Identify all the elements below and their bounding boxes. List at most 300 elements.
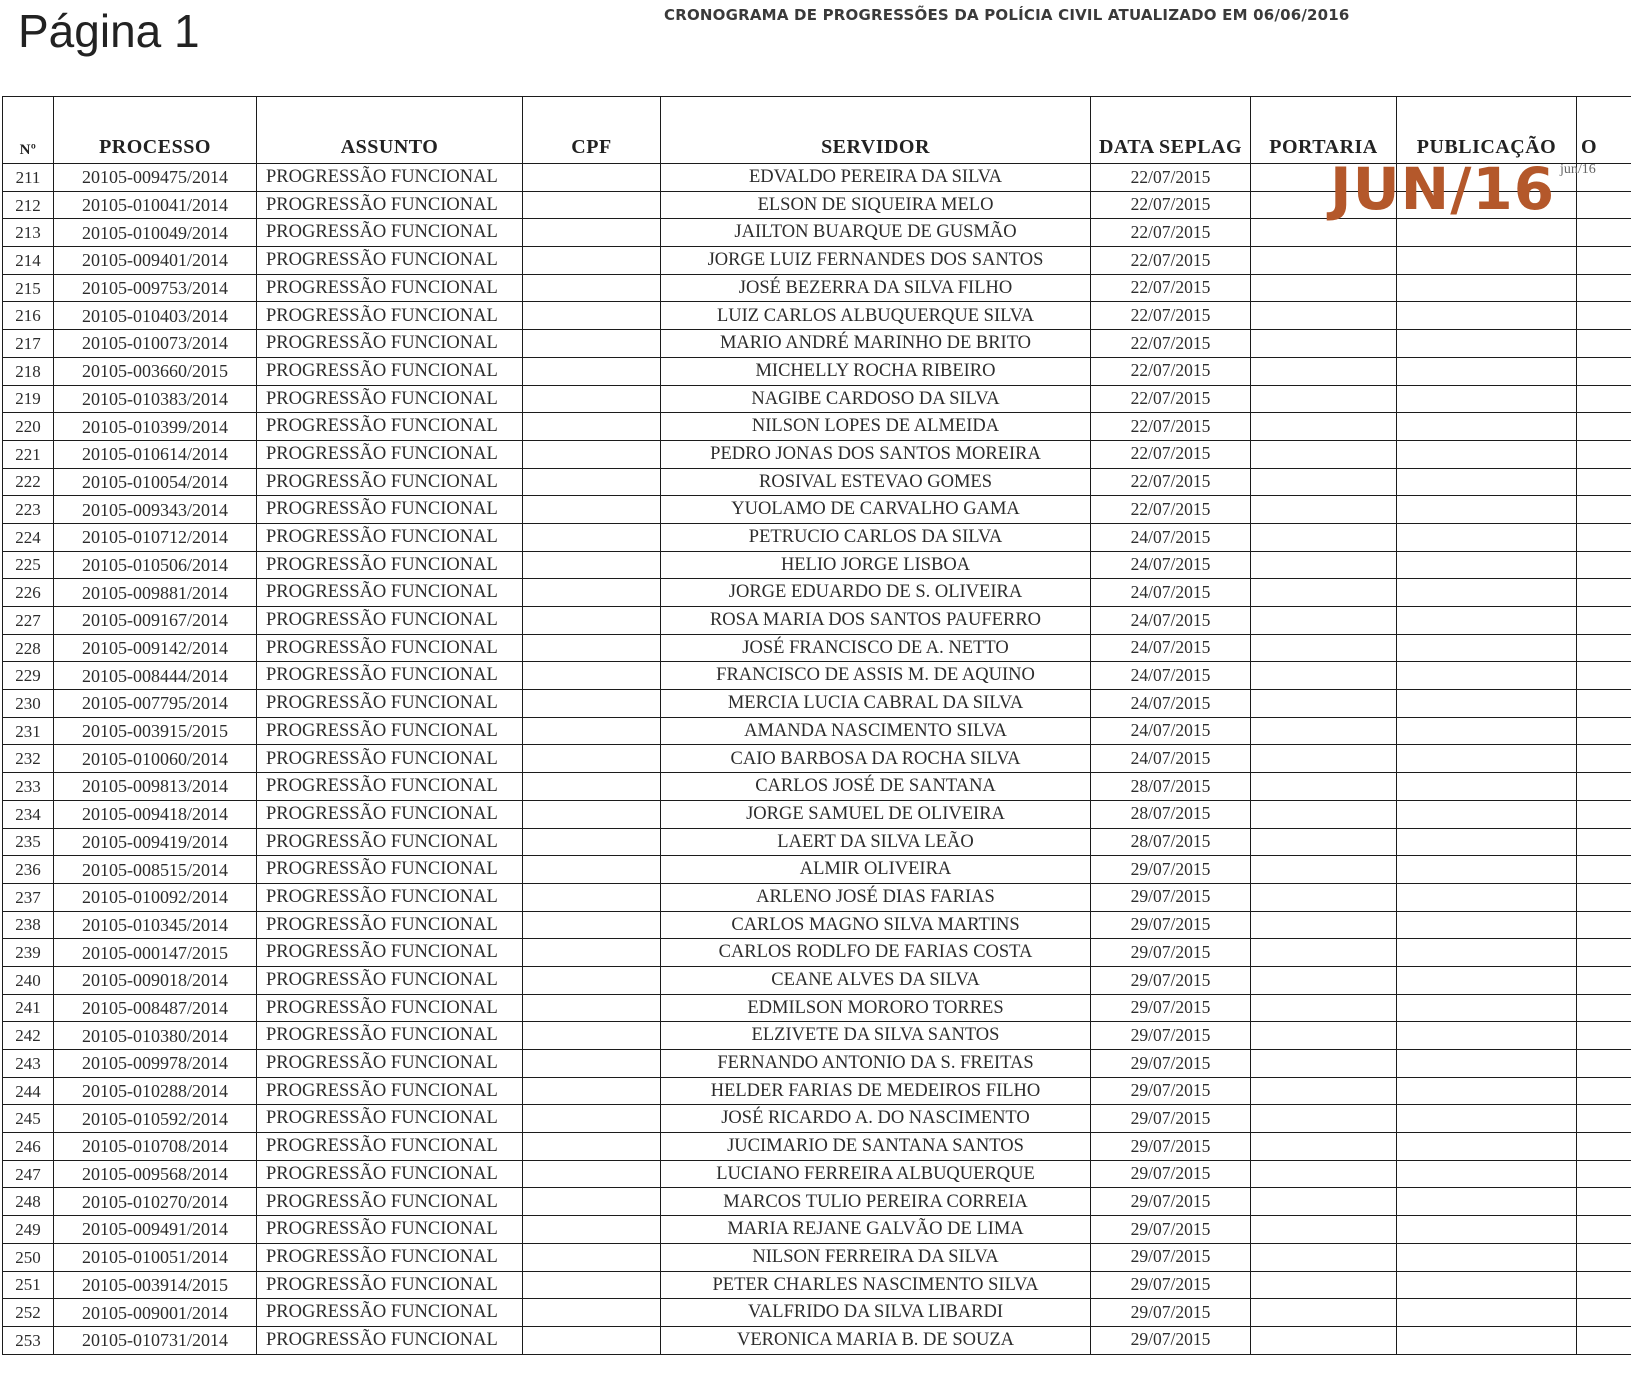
cell-cpf <box>523 1271 661 1299</box>
cell-portaria <box>1251 717 1397 745</box>
cell-portaria <box>1251 330 1397 358</box>
cell-extra <box>1577 579 1631 607</box>
cell-servidor: CARLOS JOSÉ DE SANTANA <box>661 773 1091 801</box>
cell-assunto: PROGRESSÃO FUNCIONAL <box>257 1050 523 1078</box>
cell-publicacao <box>1397 413 1577 441</box>
cell-assunto: PROGRESSÃO FUNCIONAL <box>257 1299 523 1327</box>
cell-publicacao <box>1397 717 1577 745</box>
cell-publicacao <box>1397 1022 1577 1050</box>
cell-publicacao <box>1397 1077 1577 1105</box>
cell-extra <box>1577 468 1631 496</box>
cell-extra <box>1577 1216 1631 1244</box>
cell-number: 245 <box>3 1105 54 1133</box>
table-row <box>3 1077 1631 1105</box>
table-row <box>3 551 1631 579</box>
cell-assunto: PROGRESSÃO FUNCIONAL <box>257 1022 523 1050</box>
cell-cpf <box>523 1133 661 1161</box>
cell-processo: 20105-010506/2014 <box>54 551 257 579</box>
cell-servidor: HELIO JORGE LISBOA <box>661 551 1091 579</box>
cell-cpf <box>523 856 661 884</box>
cell-servidor: MARIO ANDRÉ MARINHO DE BRITO <box>661 330 1091 358</box>
cell-extra <box>1577 1243 1631 1271</box>
cell-processo: 20105-009018/2014 <box>54 966 257 994</box>
cell-extra <box>1577 966 1631 994</box>
cell-data-seplag: 22/07/2015 <box>1091 385 1251 413</box>
cell-number: 250 <box>3 1243 54 1271</box>
cell-portaria <box>1251 828 1397 856</box>
cell-cpf <box>523 1077 661 1105</box>
cell-assunto: PROGRESSÃO FUNCIONAL <box>257 191 523 219</box>
cell-extra <box>1577 828 1631 856</box>
table-row <box>3 1326 1631 1354</box>
cell-assunto: PROGRESSÃO FUNCIONAL <box>257 1160 523 1188</box>
document-title: CRONOGRAMA DE PROGRESSÕES DA POLÍCIA CIVIL ATUALIZADO EM 06/06/2016 <box>664 6 1350 24</box>
cell-portaria <box>1251 634 1397 662</box>
cell-extra <box>1577 1160 1631 1188</box>
cell-servidor: JORGE LUIZ FERNANDES DOS SANTOS <box>661 247 1091 275</box>
table-row <box>3 1133 1631 1161</box>
cell-extra <box>1577 247 1631 275</box>
cell-cpf <box>523 191 661 219</box>
cell-extra <box>1577 1326 1631 1354</box>
table-row <box>3 413 1631 441</box>
cell-portaria <box>1251 274 1397 302</box>
cell-extra <box>1577 717 1631 745</box>
cell-cpf <box>523 607 661 635</box>
cell-extra <box>1577 496 1631 524</box>
cell-number: 253 <box>3 1326 54 1354</box>
cell-data-seplag: 29/07/2015 <box>1091 1216 1251 1244</box>
cell-extra <box>1577 413 1631 441</box>
cell-portaria <box>1251 800 1397 828</box>
cell-portaria <box>1251 357 1397 385</box>
cell-extra <box>1577 690 1631 718</box>
cell-cpf <box>523 440 661 468</box>
cell-cpf <box>523 911 661 939</box>
cell-cpf <box>523 662 661 690</box>
cell-assunto: PROGRESSÃO FUNCIONAL <box>257 607 523 635</box>
cell-data-seplag: 22/07/2015 <box>1091 330 1251 358</box>
cell-data-seplag: 24/07/2015 <box>1091 745 1251 773</box>
cell-number: 234 <box>3 800 54 828</box>
cell-number: 229 <box>3 662 54 690</box>
cell-assunto: PROGRESSÃO FUNCIONAL <box>257 219 523 247</box>
cell-processo: 20105-010041/2014 <box>54 191 257 219</box>
cell-cpf <box>523 634 661 662</box>
cell-servidor: ARLENO JOSÉ DIAS FARIAS <box>661 883 1091 911</box>
table-row <box>3 496 1631 524</box>
cell-publicacao <box>1397 745 1577 773</box>
cell-servidor: PEDRO JONAS DOS SANTOS MOREIRA <box>661 440 1091 468</box>
table-row <box>3 662 1631 690</box>
cell-processo: 20105-010073/2014 <box>54 330 257 358</box>
cell-processo: 20105-009978/2014 <box>54 1050 257 1078</box>
cell-extra <box>1577 634 1631 662</box>
cell-assunto: PROGRESSÃO FUNCIONAL <box>257 357 523 385</box>
cell-extra <box>1577 357 1631 385</box>
cell-publicacao <box>1397 302 1577 330</box>
cell-servidor: CARLOS RODLFO DE FARIAS COSTA <box>661 939 1091 967</box>
cell-extra <box>1577 385 1631 413</box>
cell-processo: 20105-009475/2014 <box>54 164 257 192</box>
table-row <box>3 634 1631 662</box>
cell-extra <box>1577 1105 1631 1133</box>
cell-extra <box>1577 911 1631 939</box>
cell-processo: 20105-009881/2014 <box>54 579 257 607</box>
table-row <box>3 357 1631 385</box>
cell-assunto: PROGRESSÃO FUNCIONAL <box>257 773 523 801</box>
cell-number: 242 <box>3 1022 54 1050</box>
cell-portaria <box>1251 551 1397 579</box>
cell-processo: 20105-009568/2014 <box>54 1160 257 1188</box>
cell-processo: 20105-010345/2014 <box>54 911 257 939</box>
cell-servidor: VALFRIDO DA SILVA LIBARDI <box>661 1299 1091 1327</box>
cell-publicacao <box>1397 1160 1577 1188</box>
cell-servidor: NILSON LOPES DE ALMEIDA <box>661 413 1091 441</box>
cell-servidor: JAILTON BUARQUE DE GUSMÃO <box>661 219 1091 247</box>
cell-number: 218 <box>3 357 54 385</box>
cell-assunto: PROGRESSÃO FUNCIONAL <box>257 468 523 496</box>
cell-assunto: PROGRESSÃO FUNCIONAL <box>257 164 523 192</box>
cell-publicacao <box>1397 523 1577 551</box>
cell-data-seplag: 24/07/2015 <box>1091 579 1251 607</box>
cell-portaria <box>1251 1022 1397 1050</box>
cell-cpf <box>523 385 661 413</box>
cell-portaria <box>1251 385 1397 413</box>
cell-extra <box>1577 1077 1631 1105</box>
cell-data-seplag: 22/07/2015 <box>1091 357 1251 385</box>
cell-publicacao <box>1397 274 1577 302</box>
cell-assunto: PROGRESSÃO FUNCIONAL <box>257 1216 523 1244</box>
cell-assunto: PROGRESSÃO FUNCIONAL <box>257 634 523 662</box>
cell-data-seplag: 22/07/2015 <box>1091 440 1251 468</box>
cell-processo: 20105-003915/2015 <box>54 717 257 745</box>
cell-cpf <box>523 413 661 441</box>
cell-cpf <box>523 690 661 718</box>
cell-number: 213 <box>3 219 54 247</box>
cell-data-seplag: 29/07/2015 <box>1091 1188 1251 1216</box>
cell-publicacao <box>1397 551 1577 579</box>
cell-publicacao <box>1397 1243 1577 1271</box>
cell-publicacao <box>1397 357 1577 385</box>
cell-portaria <box>1251 1299 1397 1327</box>
cell-assunto: PROGRESSÃO FUNCIONAL <box>257 440 523 468</box>
cell-processo: 20105-010060/2014 <box>54 745 257 773</box>
cell-publicacao <box>1397 1050 1577 1078</box>
table-row <box>3 717 1631 745</box>
table-row <box>3 219 1631 247</box>
cell-publicacao <box>1397 911 1577 939</box>
cell-number: 240 <box>3 966 54 994</box>
cell-number: 211 <box>3 164 54 192</box>
cell-number: 241 <box>3 994 54 1022</box>
cell-cpf <box>523 496 661 524</box>
cell-processo: 20105-010731/2014 <box>54 1326 257 1354</box>
cell-assunto: PROGRESSÃO FUNCIONAL <box>257 883 523 911</box>
cell-processo: 20105-009813/2014 <box>54 773 257 801</box>
cell-extra <box>1577 219 1631 247</box>
cell-extra <box>1577 330 1631 358</box>
table-row <box>3 1216 1631 1244</box>
cell-data-seplag: 29/07/2015 <box>1091 966 1251 994</box>
cell-data-seplag: 29/07/2015 <box>1091 883 1251 911</box>
cell-publicacao <box>1397 828 1577 856</box>
cell-publicacao <box>1397 330 1577 358</box>
cell-cpf <box>523 828 661 856</box>
cell-assunto: PROGRESSÃO FUNCIONAL <box>257 551 523 579</box>
cell-processo: 20105-009418/2014 <box>54 800 257 828</box>
cell-publicacao <box>1397 247 1577 275</box>
cell-publicacao <box>1397 607 1577 635</box>
cell-number: 228 <box>3 634 54 662</box>
cell-cpf <box>523 1050 661 1078</box>
table-row <box>3 330 1631 358</box>
cell-publicacao <box>1397 800 1577 828</box>
cell-servidor: JUCIMARIO DE SANTANA SANTOS <box>661 1133 1091 1161</box>
cell-data-seplag: 29/07/2015 <box>1091 939 1251 967</box>
cell-servidor: PETRUCIO CARLOS DA SILVA <box>661 523 1091 551</box>
cell-assunto: PROGRESSÃO FUNCIONAL <box>257 330 523 358</box>
cell-data-seplag: 28/07/2015 <box>1091 773 1251 801</box>
cell-number: 252 <box>3 1299 54 1327</box>
column-header-data-seplag: DATA SEPLAG <box>1091 97 1251 164</box>
cell-cpf <box>523 1299 661 1327</box>
cell-publicacao <box>1397 773 1577 801</box>
table-body <box>3 164 1631 1355</box>
cell-number: 246 <box>3 1133 54 1161</box>
cell-portaria <box>1251 662 1397 690</box>
cell-extra <box>1577 1188 1631 1216</box>
cell-processo: 20105-008515/2014 <box>54 856 257 884</box>
cell-data-seplag: 29/07/2015 <box>1091 856 1251 884</box>
cell-number: 221 <box>3 440 54 468</box>
cell-processo: 20105-009001/2014 <box>54 1299 257 1327</box>
cell-extra <box>1577 1299 1631 1327</box>
cell-cpf <box>523 219 661 247</box>
cell-cpf <box>523 330 661 358</box>
table-row <box>3 468 1631 496</box>
cell-number: 238 <box>3 911 54 939</box>
cell-servidor: ROSA MARIA DOS SANTOS PAUFERRO <box>661 607 1091 635</box>
cell-portaria <box>1251 496 1397 524</box>
cell-assunto: PROGRESSÃO FUNCIONAL <box>257 828 523 856</box>
cell-publicacao <box>1397 966 1577 994</box>
cell-extra <box>1577 800 1631 828</box>
cell-servidor: MICHELLY ROCHA RIBEIRO <box>661 357 1091 385</box>
cell-extra <box>1577 1133 1631 1161</box>
cell-number: 231 <box>3 717 54 745</box>
column-header-number: Nº <box>3 97 54 164</box>
cell-processo: 20105-007795/2014 <box>54 690 257 718</box>
cell-extra <box>1577 994 1631 1022</box>
table-row <box>3 856 1631 884</box>
cell-portaria <box>1251 773 1397 801</box>
cell-number: 220 <box>3 413 54 441</box>
table-row <box>3 274 1631 302</box>
cell-data-seplag: 22/07/2015 <box>1091 468 1251 496</box>
cell-servidor: LUIZ CARLOS ALBUQUERQUE SILVA <box>661 302 1091 330</box>
cell-cpf <box>523 939 661 967</box>
cell-cpf <box>523 800 661 828</box>
cell-cpf <box>523 773 661 801</box>
column-header-portaria: PORTARIA <box>1251 97 1397 164</box>
cell-portaria <box>1251 523 1397 551</box>
cell-servidor: CEANE ALVES DA SILVA <box>661 966 1091 994</box>
cell-assunto: PROGRESSÃO FUNCIONAL <box>257 579 523 607</box>
cell-data-seplag: 22/07/2015 <box>1091 219 1251 247</box>
cell-portaria <box>1251 1326 1397 1354</box>
cell-assunto: PROGRESSÃO FUNCIONAL <box>257 1271 523 1299</box>
cell-publicacao <box>1397 440 1577 468</box>
cell-servidor: NILSON FERREIRA DA SILVA <box>661 1243 1091 1271</box>
cell-processo: 20105-009401/2014 <box>54 247 257 275</box>
cell-cpf <box>523 302 661 330</box>
cell-servidor: YUOLAMO DE CARVALHO GAMA <box>661 496 1091 524</box>
cell-servidor: LAERT DA SILVA LEÃO <box>661 828 1091 856</box>
cell-publicacao <box>1397 939 1577 967</box>
cell-cpf <box>523 966 661 994</box>
cell-portaria <box>1251 1216 1397 1244</box>
cell-number: 217 <box>3 330 54 358</box>
cell-processo: 20105-010403/2014 <box>54 302 257 330</box>
cell-extra <box>1577 662 1631 690</box>
cell-portaria <box>1251 1160 1397 1188</box>
cell-cpf <box>523 523 661 551</box>
cell-processo: 20105-010054/2014 <box>54 468 257 496</box>
cell-assunto: PROGRESSÃO FUNCIONAL <box>257 413 523 441</box>
cell-number: 244 <box>3 1077 54 1105</box>
cell-portaria <box>1251 607 1397 635</box>
cell-portaria <box>1251 1271 1397 1299</box>
cell-portaria <box>1251 302 1397 330</box>
cell-assunto: PROGRESSÃO FUNCIONAL <box>257 1188 523 1216</box>
page-label: Página 1 <box>18 5 200 57</box>
progressions-table-container <box>2 96 1631 1361</box>
table-row <box>3 690 1631 718</box>
cell-publicacao <box>1397 1188 1577 1216</box>
cell-data-seplag: 29/07/2015 <box>1091 1105 1251 1133</box>
cell-processo: 20105-010708/2014 <box>54 1133 257 1161</box>
cell-number: 219 <box>3 385 54 413</box>
table-row <box>3 523 1631 551</box>
cell-portaria <box>1251 856 1397 884</box>
cell-processo: 20105-010270/2014 <box>54 1188 257 1216</box>
cell-assunto: PROGRESSÃO FUNCIONAL <box>257 1077 523 1105</box>
cell-servidor: ELSON DE SIQUEIRA MELO <box>661 191 1091 219</box>
cell-processo: 20105-010049/2014 <box>54 219 257 247</box>
cell-assunto: PROGRESSÃO FUNCIONAL <box>257 911 523 939</box>
table-row <box>3 1188 1631 1216</box>
column-header-servidor: SERVIDOR <box>661 97 1091 164</box>
cell-servidor: ROSIVAL ESTEVAO GOMES <box>661 468 1091 496</box>
cell-portaria <box>1251 579 1397 607</box>
cell-cpf <box>523 1243 661 1271</box>
cell-number: 214 <box>3 247 54 275</box>
cell-extra <box>1577 939 1631 967</box>
cell-cpf <box>523 994 661 1022</box>
cell-publicacao <box>1397 994 1577 1022</box>
cell-assunto: PROGRESSÃO FUNCIONAL <box>257 745 523 773</box>
cell-portaria <box>1251 1188 1397 1216</box>
table-row <box>3 1160 1631 1188</box>
table-row <box>3 247 1631 275</box>
cell-servidor: EDMILSON MORORO TORRES <box>661 994 1091 1022</box>
cell-servidor: CARLOS MAGNO SILVA MARTINS <box>661 911 1091 939</box>
cell-data-seplag: 28/07/2015 <box>1091 828 1251 856</box>
table-row <box>3 1271 1631 1299</box>
cell-number: 212 <box>3 191 54 219</box>
publication-note: jun/16 <box>1560 162 1596 177</box>
cell-data-seplag: 24/07/2015 <box>1091 551 1251 579</box>
cell-assunto: PROGRESSÃO FUNCIONAL <box>257 800 523 828</box>
cell-processo: 20105-010399/2014 <box>54 413 257 441</box>
cell-number: 233 <box>3 773 54 801</box>
cell-data-seplag: 22/07/2015 <box>1091 413 1251 441</box>
table-row <box>3 1050 1631 1078</box>
cell-number: 248 <box>3 1188 54 1216</box>
cell-data-seplag: 22/07/2015 <box>1091 274 1251 302</box>
cell-data-seplag: 24/07/2015 <box>1091 607 1251 635</box>
cell-servidor: JOSÉ BEZERRA DA SILVA FILHO <box>661 274 1091 302</box>
cell-servidor: VERONICA MARIA B. DE SOUZA <box>661 1326 1091 1354</box>
cell-assunto: PROGRESSÃO FUNCIONAL <box>257 1105 523 1133</box>
table-row <box>3 302 1631 330</box>
cell-servidor: PETER CHARLES NASCIMENTO SILVA <box>661 1271 1091 1299</box>
cell-data-seplag: 29/07/2015 <box>1091 1299 1251 1327</box>
cell-servidor: CAIO BARBOSA DA ROCHA SILVA <box>661 745 1091 773</box>
cell-publicacao <box>1397 1133 1577 1161</box>
table-row <box>3 966 1631 994</box>
cell-processo: 20105-010051/2014 <box>54 1243 257 1271</box>
cell-assunto: PROGRESSÃO FUNCIONAL <box>257 1243 523 1271</box>
cell-processo: 20105-009142/2014 <box>54 634 257 662</box>
cell-data-seplag: 28/07/2015 <box>1091 800 1251 828</box>
cell-assunto: PROGRESSÃO FUNCIONAL <box>257 994 523 1022</box>
cell-extra <box>1577 302 1631 330</box>
cell-number: 251 <box>3 1271 54 1299</box>
cell-cpf <box>523 274 661 302</box>
cell-extra <box>1577 1022 1631 1050</box>
cell-number: 239 <box>3 939 54 967</box>
cell-number: 216 <box>3 302 54 330</box>
table-row <box>3 579 1631 607</box>
cell-number: 225 <box>3 551 54 579</box>
cell-extra <box>1577 856 1631 884</box>
cell-extra <box>1577 440 1631 468</box>
cell-portaria <box>1251 1133 1397 1161</box>
cell-assunto: PROGRESSÃO FUNCIONAL <box>257 523 523 551</box>
month-stamp: JUN/16 <box>1330 155 1556 223</box>
cell-extra <box>1577 773 1631 801</box>
cell-portaria <box>1251 1050 1397 1078</box>
column-header-publicacao: PUBLICAÇÃO <box>1397 97 1577 164</box>
cell-servidor: HELDER FARIAS DE MEDEIROS FILHO <box>661 1077 1091 1105</box>
cell-cpf <box>523 1188 661 1216</box>
cell-servidor: NAGIBE CARDOSO DA SILVA <box>661 385 1091 413</box>
cell-servidor: AMANDA NASCIMENTO SILVA <box>661 717 1091 745</box>
cell-extra <box>1577 1271 1631 1299</box>
cell-assunto: PROGRESSÃO FUNCIONAL <box>257 1326 523 1354</box>
cell-cpf <box>523 247 661 275</box>
cell-portaria <box>1251 468 1397 496</box>
cell-processo: 20105-009491/2014 <box>54 1216 257 1244</box>
cell-data-seplag: 29/07/2015 <box>1091 1271 1251 1299</box>
cell-assunto: PROGRESSÃO FUNCIONAL <box>257 717 523 745</box>
cell-publicacao <box>1397 1326 1577 1354</box>
cell-assunto: PROGRESSÃO FUNCIONAL <box>257 385 523 413</box>
cell-portaria <box>1251 911 1397 939</box>
cell-data-seplag: 29/07/2015 <box>1091 1243 1251 1271</box>
